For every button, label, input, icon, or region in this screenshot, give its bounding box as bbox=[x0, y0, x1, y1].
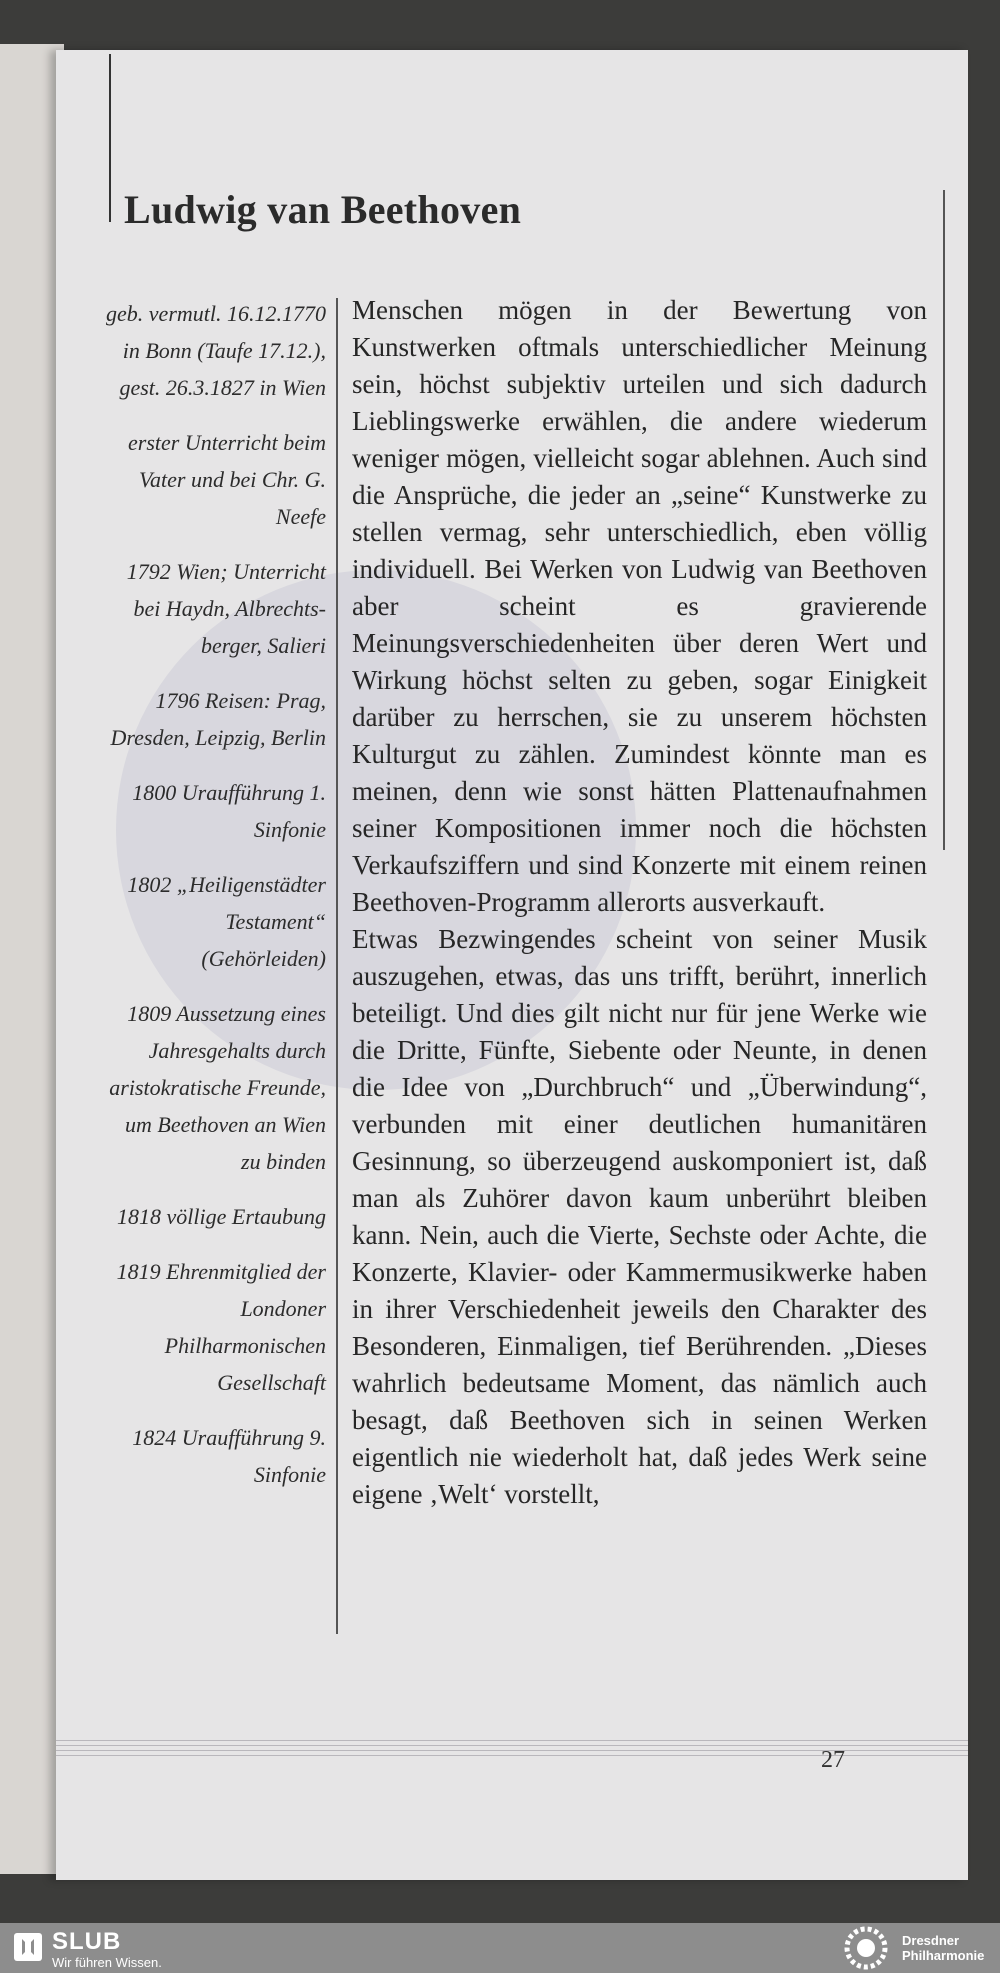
column-divider bbox=[336, 298, 338, 1634]
margin-rule bbox=[943, 190, 945, 850]
paragraph: Menschen mögen in der Bewertung von Kunstwerken oftmals unterschiedlicher Meinung sein, höchst subjektiv urteilen und sich dadurch Lieblingswerke erwählen, die andere wiederum weniger mögen, vielleicht sogar ablehnen. Auch sind die Ansprüche, die jeder an „seine“ Kunstwerke zu stellen vermag, sehr unterschiedlich, eben völlig individuell. Bei Werken von Ludwig van Beethoven aber scheint es gravierende Meinungsverschiedenheiten über deren Wert und Wirkung höchst selten zu geben, sogar Einigkeit darüber zu herrschen, sie zu unserem höchsten Kulturgut zu zählen. Zumindest könnte man es meinen, denn wie sonst hätten Plattenaufnahmen seiner Kompositionen immer noch die höchsten Verkaufsziffern und sind Konzerte mit einem reinen Beethoven-Programm allerorts ausverkauft. bbox=[352, 295, 927, 917]
timeline-sidebar bbox=[106, 295, 326, 1511]
timeline-entry: 1800 Uraufführung 1. Sinfonie bbox=[132, 780, 326, 842]
article-body bbox=[352, 292, 927, 1513]
viewer-footer bbox=[0, 1923, 1000, 1973]
partner-name-line2: Philharmonie bbox=[902, 1948, 985, 1963]
paragraph: Etwas Bezwingendes scheint von seiner Musik auszugehen, etwas, das uns trifft, berührt, innerlich beteiligt. Und dies gilt nicht nur für jene Werke wie die Dritte, Fünfte, Siebente oder Neunte, in denen die Idee von „Durchbruch“ und „Überwindung“, verbunden mit einer deutlichen humanitären Gesinnung, so überzeugend auskomponiert ist, daß man als Zuhörer davon kaum unberührt bleiben kann. Nein, auch die Vierte, Sechste oder Achte, die Konzerte, Klavier- oder Kammermusikwerke haben in ihrer Verschiedenheit jeweils den Charakter des Besonderen, Einmaligen, tief Berührenden. „Dieses wahrlich bedeutsame Moment, das nämlich auch besagt, daß Beethoven sich in seinen Werken eigentlich nie wiederholt hat, daß jedes Werk seine eigene ‚Welt‘ vorstellt, bbox=[352, 924, 927, 1509]
timeline-entry: 1818 völlige Ertaubung bbox=[117, 1204, 326, 1229]
slub-tagline: Wir führen Wissen. bbox=[52, 1955, 162, 1970]
page-title: Ludwig van Beethoven bbox=[124, 187, 522, 232]
philharmonie-logo-icon[interactable] bbox=[844, 1926, 888, 1970]
page-number: 27 bbox=[821, 1747, 845, 1773]
slub-name[interactable]: SLUB bbox=[52, 1928, 122, 1955]
previous-page-edge bbox=[0, 44, 64, 1874]
timeline-entry: erster Unterricht beim Vater und bei Chr. G. Neefe bbox=[128, 430, 326, 529]
timeline-entry: 1802 „Heiligenstädter Testament“ (Gehörleiden) bbox=[127, 872, 326, 971]
partner-name-line1: Dresdner bbox=[902, 1933, 960, 1948]
timeline-entry: 1824 Uraufführung 9. Sinfonie bbox=[132, 1425, 326, 1487]
timeline-entry: 1792 Wien; Unterricht bei Haydn, Albrechts-berger, Salieri bbox=[126, 559, 326, 658]
timeline-entry: 1796 Reisen: Prag, Dresden, Leipzig, Berlin bbox=[110, 688, 326, 750]
timeline-entry: 1819 Ehrenmitglied der Londoner Philharmonischen Gesellschaft bbox=[116, 1259, 326, 1395]
title-rule bbox=[109, 54, 111, 222]
timeline-entry: 1809 Aussetzung eines Jahresgehalts durch aristokratische Freunde, um Beethoven an Wien zu binden bbox=[109, 1001, 326, 1174]
slub-logo-icon[interactable] bbox=[14, 1933, 42, 1961]
document-page bbox=[56, 50, 968, 1880]
partner-name bbox=[902, 1933, 984, 1963]
timeline-entry: geb. vermutl. 16.12.1770 in Bonn (Taufe 17.12.), gest. 26.3.1827 in Wien bbox=[106, 301, 326, 400]
